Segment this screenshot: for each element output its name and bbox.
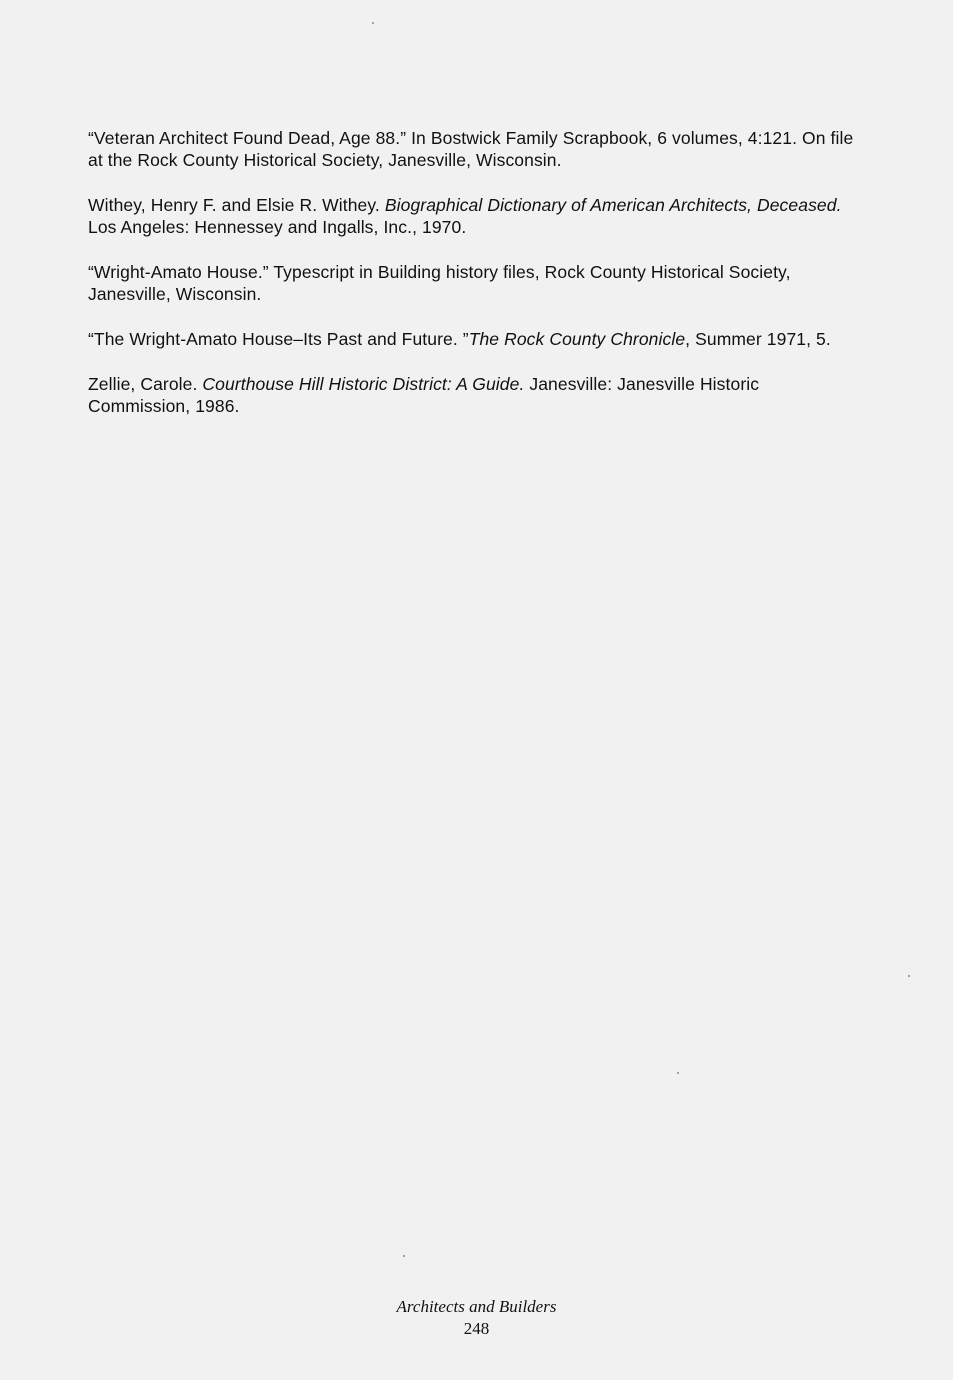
entry-title: Courthouse Hill Historic District: A Guide.: [202, 374, 525, 394]
bibliography-list: [88, 127, 858, 440]
bibliography-entry: [88, 373, 858, 417]
entry-publication: , Summer 1971, 5.: [685, 329, 831, 349]
entry-publication: Janesville: Janesville Historic Commission, 1986.: [88, 374, 760, 416]
scan-speck: [372, 22, 374, 24]
scan-speck: [403, 1255, 405, 1257]
footer-section-title: Architects and Builders: [396, 1297, 557, 1316]
entry-text: “Veteran Architect Found Dead, Age 88.” In Bostwick Family Scrapbook, 6 volumes, 4:121. On file at the Rock County Historical Society, Janesville, Wisconsin.: [88, 128, 854, 170]
bibliography-entry: [88, 261, 858, 305]
scan-speck: [677, 1072, 679, 1074]
entry-author: Withey, Henry F. and Elsie R. Withey.: [88, 195, 385, 215]
bibliography-entry: [88, 328, 858, 350]
entry-publication: Los Angeles: Hennessey and Ingalls, Inc., 1970.: [88, 217, 467, 237]
bibliography-entry: [88, 194, 858, 238]
page-number: 248: [463, 1319, 490, 1338]
bibliography-entry: [88, 127, 858, 171]
entry-title: Biographical Dictionary of American Architects, Deceased.: [384, 195, 842, 215]
entry-author: Zellie, Carole.: [88, 374, 203, 394]
entry-journal: The Rock County Chronicle: [468, 329, 686, 349]
scan-speck: [908, 975, 910, 977]
entry-text: “Wright-Amato House.” Typescript in Building history files, Rock County Historical Society, Janesville, Wisconsin.: [88, 262, 791, 304]
entry-article: “The Wright-Amato House–Its Past and Future. ”: [88, 329, 469, 349]
